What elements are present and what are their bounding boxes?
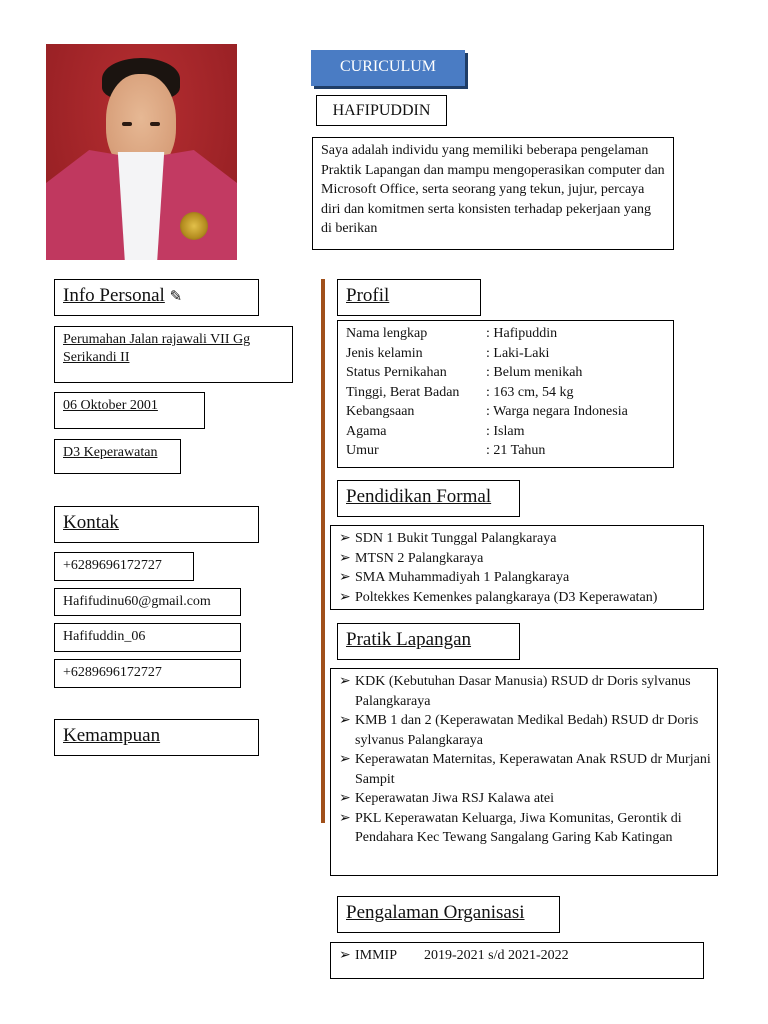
list-item: ➢ PKL Keperawatan Keluarga, Jiwa Komunitas, Gerontik di Pendahara Kec Tewang Sangalang Garing Kab Katingan — [339, 810, 682, 845]
emblem-badge — [180, 212, 208, 240]
phone-text-2: +6289696172727 — [63, 665, 162, 680]
summary-text: Saya adalah individu yang memiliki beberapa pengelaman Praktik Lapangan dan mampu mengoperasikan computer dan Microsoft Office, serta seorang yang tekun, jujur, percaya diri dan komitmen serta konsisten terhadap pekerjaan yang di berikan — [321, 143, 665, 236]
pratik-list — [337, 672, 711, 848]
list-item: ➢ MTSN 2 Palangkaraya — [337, 549, 697, 569]
column-divider — [321, 279, 325, 823]
profil-heading: Profil — [337, 279, 481, 316]
document-title: CURICULUM — [311, 50, 465, 86]
organisasi-name: IMMIP — [355, 948, 397, 963]
social-text: Hafifuddin_06 — [63, 629, 146, 644]
table-row: Kebangsaan : Warga negara Indonesia — [346, 404, 628, 419]
birth-date-box — [54, 392, 205, 429]
info-personal-heading: Info Personal ✎ — [54, 279, 259, 316]
email-text: Hafifudinu60@gmail.com — [63, 594, 211, 609]
list-item: ➢ SMA Muhammadiyah 1 Palangkaraya — [337, 568, 697, 588]
birth-date-text: 06 Oktober 2001 — [63, 398, 158, 413]
organisasi-period: 2019-2021 s/d 2021-2022 — [424, 948, 569, 963]
arrow-bullet-icon: ➢ — [339, 570, 351, 585]
arrow-bullet-icon: ➢ — [339, 713, 351, 728]
arrow-bullet-icon: ➢ — [339, 948, 351, 963]
arrow-bullet-icon: ➢ — [339, 752, 351, 767]
list-item: ➢ KMB 1 dan 2 (Keperawatan Medikal Bedah) RSUD dr Doris sylvanus Palangkaraya — [339, 713, 699, 748]
table-row: Status Pernikahan : Belum menikah — [346, 365, 583, 380]
summary-box — [312, 137, 674, 250]
arrow-bullet-icon: ➢ — [339, 810, 351, 826]
list-item: ➢ Keperawatan Maternitas, Keperawatan Anak RSUD dr Murjani Sampit — [339, 752, 711, 787]
address-box — [54, 326, 293, 383]
education-text: D3 Keperawatan — [63, 445, 158, 460]
arrow-bullet-icon: ➢ — [339, 531, 351, 546]
profil-table — [346, 324, 628, 461]
pendidikan-heading: Pendidikan Formal — [337, 480, 520, 517]
profile-photo — [46, 44, 237, 260]
phone-box-2 — [54, 659, 241, 688]
social-box — [54, 623, 241, 652]
arrow-bullet-icon: ➢ — [339, 674, 351, 689]
kontak-heading: Kontak — [54, 506, 259, 543]
list-item — [337, 946, 697, 966]
list-item: ➢ KDK (Kebutuhan Dasar Manusia) RSUD dr Doris sylvanus Palangkaraya — [339, 674, 691, 709]
arrow-bullet-icon: ➢ — [339, 589, 351, 605]
organisasi-heading: Pengalaman Organisasi — [337, 896, 560, 933]
arrow-bullet-icon: ➢ — [339, 791, 351, 806]
table-row: Jenis kelamin : Laki-Laki — [346, 345, 550, 361]
profil-table-box — [337, 320, 674, 468]
table-row: Tinggi, Berat Badan : 163 cm, 54 kg — [346, 384, 574, 400]
pratik-list-box — [330, 668, 718, 876]
phone-box — [54, 552, 194, 581]
address-text: Perumahan Jalan rajawali VII Gg Serikandi II — [63, 332, 251, 365]
phone-text: +6289696172727 — [63, 558, 162, 573]
pendidikan-list — [337, 529, 697, 607]
pratik-heading: Pratik Lapangan — [337, 623, 520, 660]
pendidikan-list-box — [330, 525, 704, 610]
education-box — [54, 439, 181, 474]
list-item: ➢ SDN 1 Bukit Tunggal Palangkaraya — [337, 529, 697, 549]
arrow-bullet-icon: ➢ — [339, 550, 351, 566]
table-row: Nama lengkap : Hafipuddin — [346, 326, 558, 341]
name-box — [316, 95, 447, 126]
list-item: ➢ Poltekkes Kemenkes palangkaraya (D3 Keperawatan) — [337, 588, 697, 608]
organisasi-list — [337, 946, 697, 966]
pencil-icon: ✎ — [169, 289, 183, 305]
table-row: Umur : 21 Tahun — [346, 443, 546, 458]
full-name: HAFIPUDDIN — [332, 102, 431, 119]
table-row: Agama : Islam — [346, 423, 525, 439]
organisasi-list-box — [330, 942, 704, 979]
list-item: ➢ Keperawatan Jiwa RSJ Kalawa atei — [337, 789, 711, 809]
kemampuan-heading: Kemampuan — [54, 719, 259, 756]
email-box — [54, 588, 241, 616]
